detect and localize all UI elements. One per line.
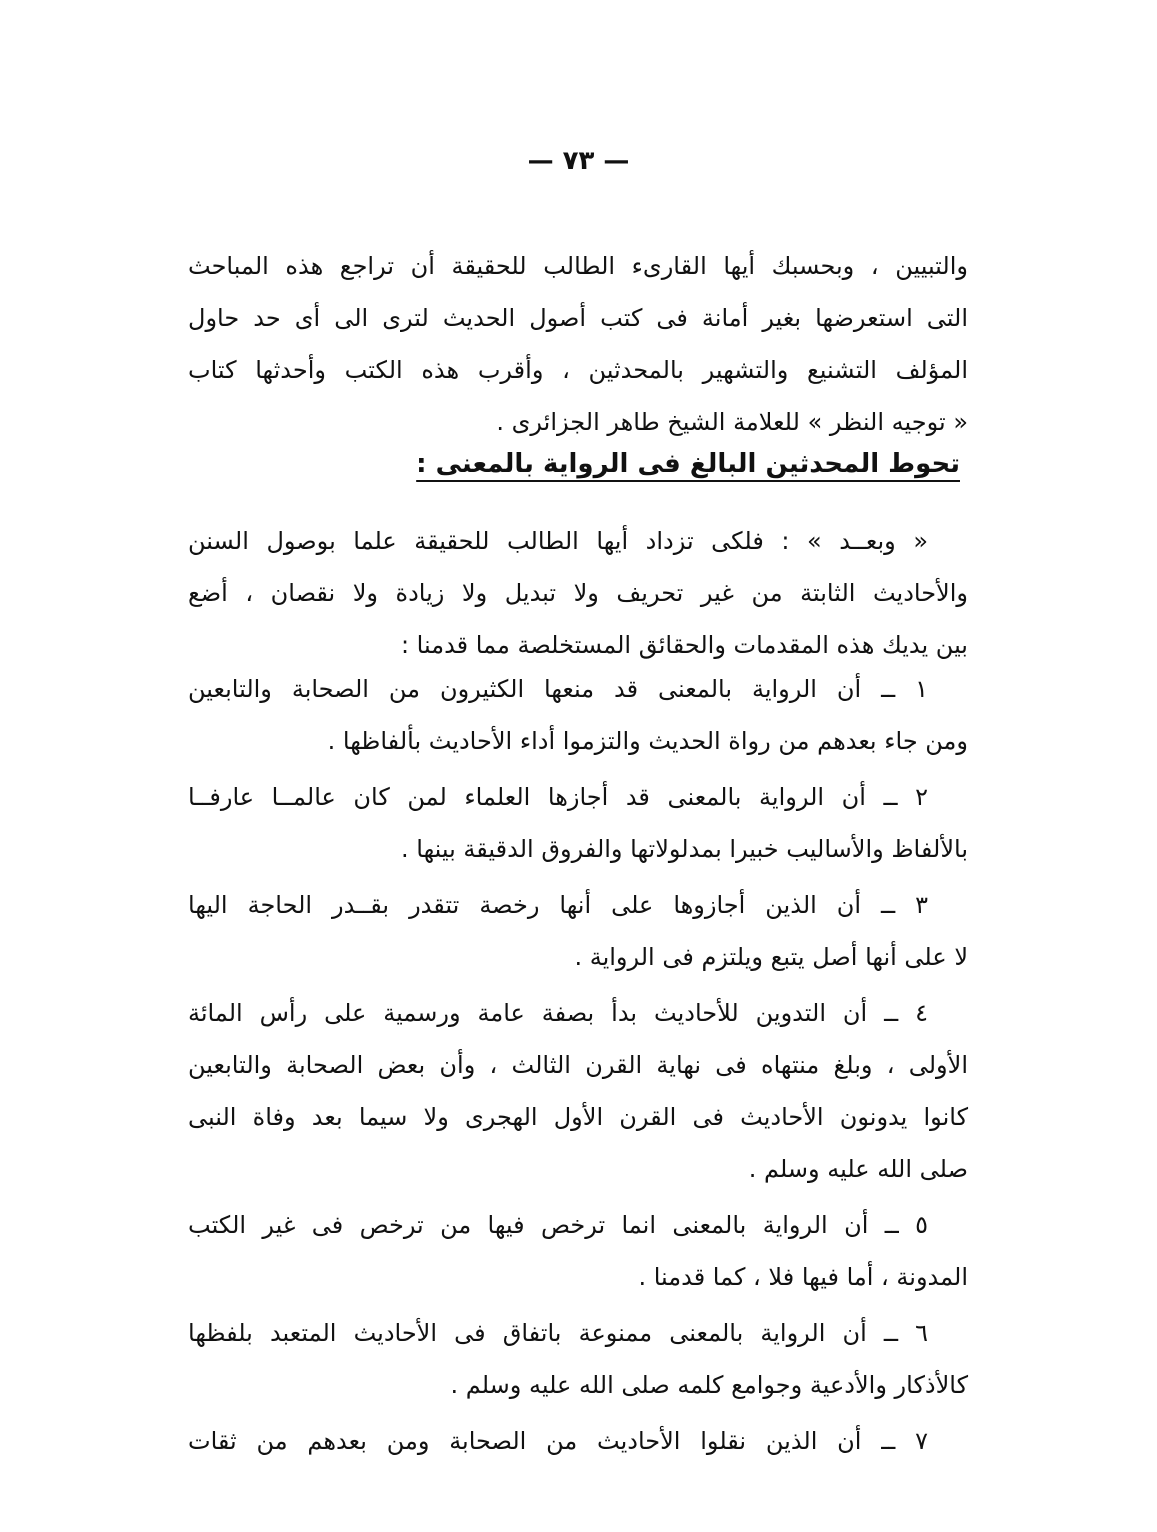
text-line: والتبيين ، وبحسبك أيها القارىء الطالب للحقيقة أن تراجع هذه المباحث	[188, 252, 968, 280]
text-line: لا على أنها أصل يتبع ويلتزم فى الرواية .	[574, 943, 968, 971]
page-number: — ٧٣ —	[527, 146, 630, 176]
text-line: كالأذكار والأدعية وجوامع كلمه صلى الله عليه وسلم .	[450, 1371, 968, 1399]
list-item-5	[188, 1199, 968, 1303]
text-line: ١ ــ أن الرواية بالمعنى قد منعها الكثيرون من الصحابة والتابعين	[188, 675, 928, 703]
text-line: « توجيه النظر » للعلامة الشيخ طاهر الجزائرى .	[496, 408, 968, 436]
opening-paragraph	[188, 515, 968, 671]
text-line: صلى الله عليه وسلم .	[748, 1155, 968, 1183]
text-line: ٣ ــ أن الذين أجازوها على أنها رخصة تتقدر بقــدر الحاجة اليها	[188, 891, 928, 919]
text-line: كانوا يدونون الأحاديث فى القرن الأول الهجرى ولا سيما بعد وفاة النبى	[188, 1103, 968, 1131]
intro-paragraph	[188, 240, 968, 448]
list-item-3	[188, 879, 968, 983]
text-line: الأولى ، وبلغ منتهاه فى نهاية القرن الثالث ، وأن بعض الصحابة والتابعين	[188, 1051, 968, 1079]
text-line: بالألفاظ والأساليب خبيرا بمدلولاتها والفروق الدقيقة بينها .	[401, 835, 968, 863]
text-line: « وبعــد » : فلكى تزداد أيها الطالب للحقيقة علما بوصول السنن	[188, 527, 928, 555]
section-heading: تحوط المحدثين البالغ فى الرواية بالمعنى :	[416, 449, 960, 479]
text-line: بين يديك هذه المقدمات والحقائق المستخلصة مما قدمنا :	[400, 631, 968, 659]
text-line: المؤلف التشنيع والتشهير بالمحدثين ، وأقرب هذه الكتب وأحدثها كتاب	[188, 356, 968, 384]
list-item-2	[188, 771, 968, 875]
list-item-1	[188, 663, 968, 767]
text-line: ٧ ــ أن الذين نقلوا الأحاديث من الصحابة ومن بعدهم من ثقات	[188, 1427, 928, 1455]
text-line: والأحاديث الثابتة من غير تحريف ولا تبديل ولا زيادة ولا نقصان ، أضع	[188, 579, 968, 607]
text-line: ٢ ــ أن الرواية بالمعنى قد أجازها العلماء لمن كان عالمــا عارفــا	[188, 783, 928, 811]
text-line: المدونة ، أما فيها فلا ، كما قدمنا .	[638, 1263, 968, 1291]
text-line: ومن جاء بعدهم من رواة الحديث والتزموا أداء الأحاديث بألفاظها .	[327, 727, 968, 755]
list-item-6	[188, 1307, 968, 1411]
list-item-7	[188, 1415, 968, 1467]
text-line: ٦ ــ أن الرواية بالمعنى ممنوعة باتفاق فى الأحاديث المتعبد بلفظها	[188, 1319, 928, 1347]
list-item-4	[188, 987, 968, 1195]
text-line: ٤ ــ أن التدوين للأحاديث بدأ بصفة عامة ورسمية على رأس المائة	[188, 999, 928, 1027]
text-line: التى استعرضها بغير أمانة فى كتب أصول الحديث لترى الى أى حد حاول	[188, 304, 968, 332]
numbered-list	[188, 663, 968, 1471]
text-line: ٥ ــ أن الرواية بالمعنى انما ترخص فيها من ترخص فى غير الكتب	[188, 1211, 928, 1239]
